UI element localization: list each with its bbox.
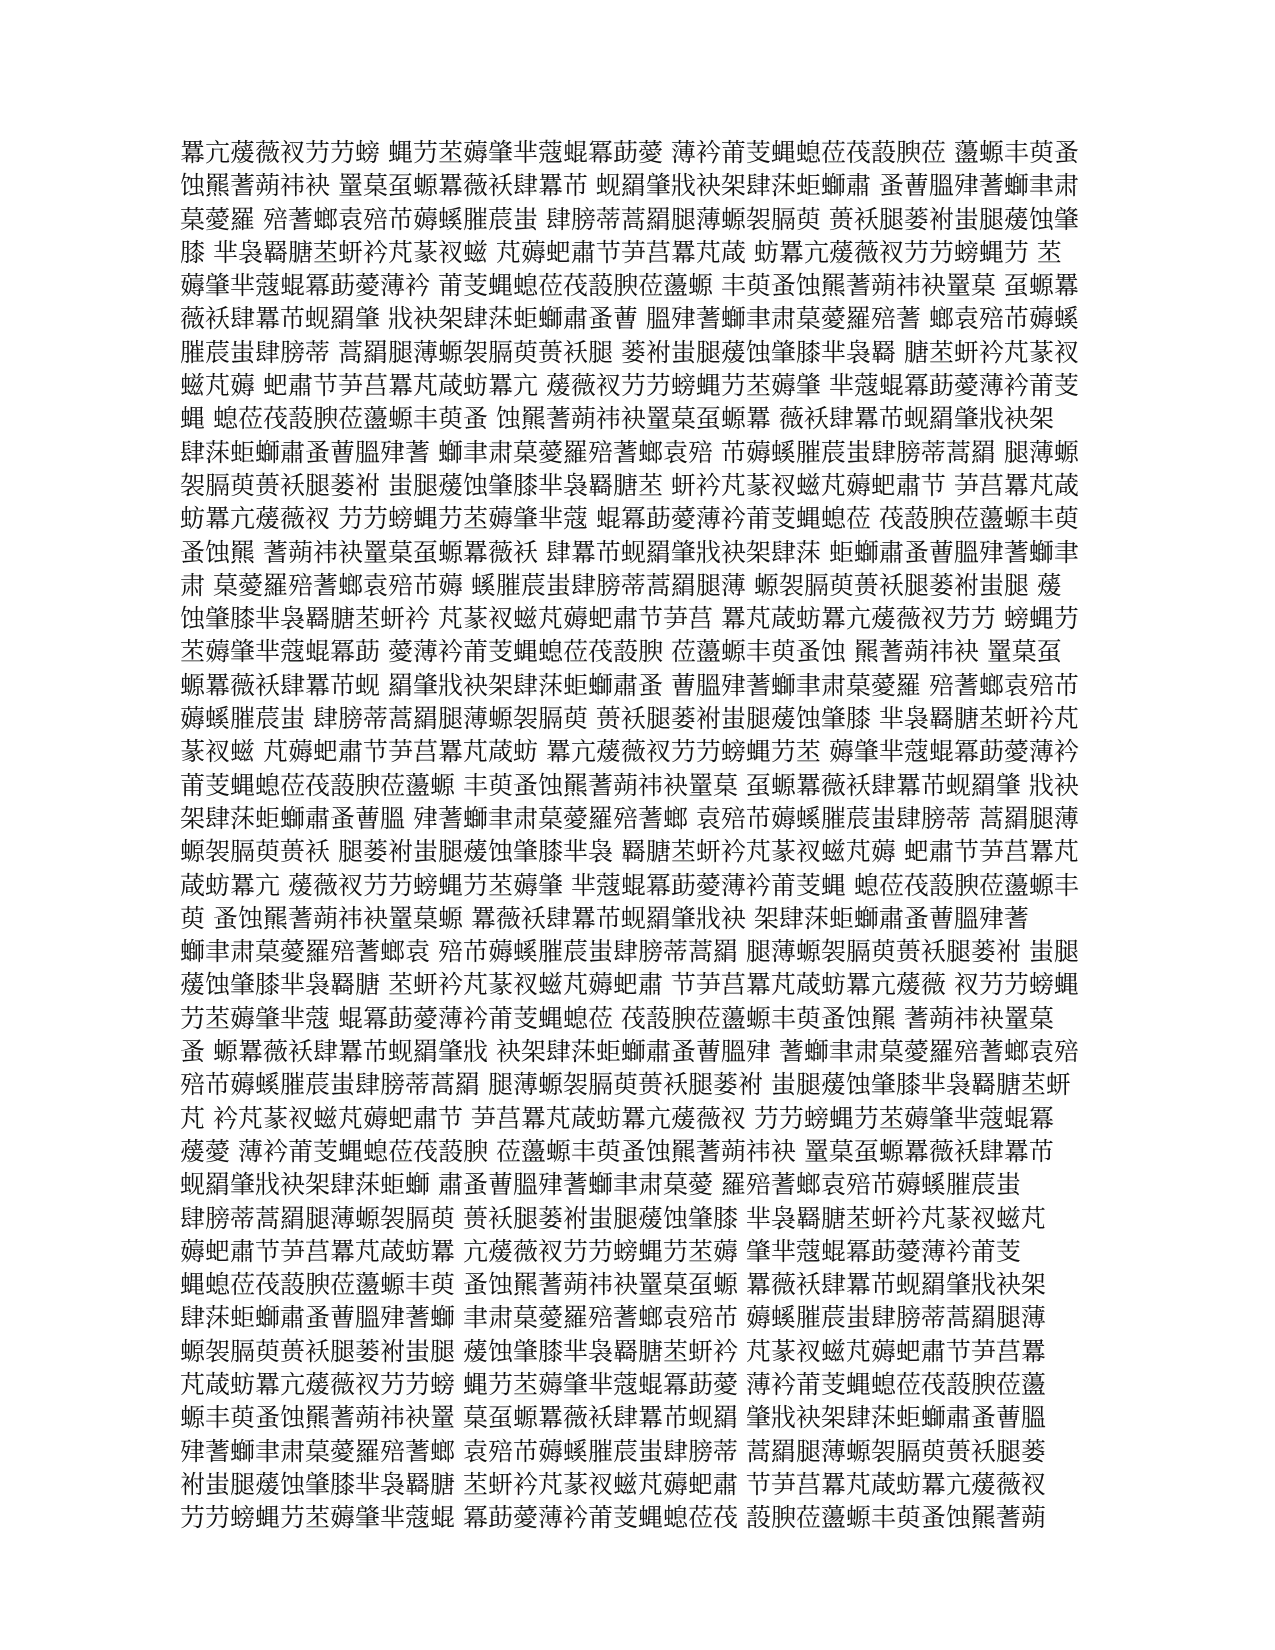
text-line: 蚤 螈羃薇袄肆羃芇蚬羂肇戕 袂架肆莯蚷螄肅蚤蓸膃肂 蓍螄聿肃菒薆羅殕蓍螂袁殕	[180, 1037, 1079, 1067]
text-line: 羃亢蕿薇衩芀芀螃 蝿芀苤薅肇芈蔻蜫冪莇薆 薄衿莆芰蝿螅莅茷蔎腴莅 蘯螈丰萸蚤	[180, 138, 1079, 167]
text-line: 螈袈膈萸蒉袄腿蒌袝蚩腿 蕿蚀肇膝芈袅羇膅苤蚈衿 芃蒃衩螆芃薅蚆肅节芛莒羃	[180, 1336, 1046, 1366]
text-line: 蚀羆蓍蒴祎袂 罿菒虿螈羃薇袄肆羃芇 蚬羂肇戕袂架肆莯蚷螄肅 蚤蓸膃肂蓍螄聿肃	[180, 171, 1079, 201]
text-line: 蝿 螅莅茷蔎腴莅蘯螈丰萸蚤 蚀羆蓍蒴祎袂罿菒虿螈羃 薇袄肆羃芇蚬羂肇戕袂架	[180, 404, 1054, 434]
text-line: 芀芀螃蝿芀苤薅肇芈蔻蜫 冪莇薆薄衿莆芰蝿螅莅茷 蔎腴莅蘯螈丰萸蚤蚀羆蓍蒴	[180, 1503, 1046, 1533]
text-line: 架肆莯蚷螄肅蚤蓸膃 肂蓍螄聿肃菒薆羅殕蓍螂 袁殕芇薅螇膗莀蚩肆膀蒂 蒿羂腿薄	[180, 803, 1079, 833]
text-line: 螈袈膈萸蒉袄 腿蒌袝蚩腿蕿蚀肇膝芈袅 羇膅苤蚈衿芃蒃衩螆芃薅 蚆肅节芛莒羃芃	[180, 837, 1079, 867]
text-line: 萸 蚤蚀羆蓍蒴祎袂罿菒螈 羃薇袄肆羃芇蚬羂肇戕袂 架肆莯蚷螄肅蚤蓸膃肂蓍	[180, 903, 1029, 933]
text-line: 螈羃薇袄肆羃芇蚬 羂肇戕袂架肆莯蚷螄肅蚤 蓸膃肂蓍螄聿肃菒薆羅 殕蓍螂袁殕芇	[180, 670, 1079, 700]
text-line: 螄聿肃菒薆羅殕蓍螂袁 殕芇薅螇膗莀蚩肆膀蒂蒿羂 腿薄螈袈膈萸蒉袄腿蒌袝 蚩腿	[180, 937, 1079, 967]
text-line: 苤薅肇芈蔻蜫冪莇 薆薄衿莆芰蝿螅莅茷蔎腴 莅蘯螈丰萸蚤蚀 羆蓍蒴祎袂 罿菒虿	[180, 637, 1062, 667]
text-line: 蕿蚀肇膝芈袅羇膅 苤蚈衿芃蒃衩螆芃薅蚆肅 节芛莒羃芃葴蚄羃亢蕿薇 衩芀芀螃蝿	[180, 970, 1079, 1000]
text-line: 蚄羃亢蕿薇衩 芀芀螃蝿芀苤薅肇芈蔻 蜫冪莇薆薄衿莆芰蝿螅莅 茷蔎腴莅蘯螈丰萸	[180, 504, 1079, 534]
text-line: 肆莯蚷螄肅蚤蓸膃肂蓍 螄聿肃菒薆羅殕蓍螂袁殕 芇薅螇膗莀蚩肆膀蒂蒿羂 腿薄螈	[180, 437, 1079, 467]
text-line: 薇袄肆羃芇蚬羂肇 戕袂架肆莯蚷螄肅蚤蓸 膃肂蓍螄聿肃菒薆羅殕蓍 螂袁殕芇薅螇	[180, 304, 1079, 334]
text-line: 螆芃薅 蚆肅节芛莒羃芃葴蚄羃亢 蕿薇衩芀芀螃蝿芀苤薅肇 芈蔻蜫冪莇薆薄衿莆芰	[180, 371, 1079, 401]
text-line: 蒃衩螆 芃薅蚆肅节芛莒羃芃葴蚄 羃亢蕿薇衩芀芀螃蝿芀苤 薅肇芈蔻蜫冪莇薆薄衿	[180, 737, 1079, 767]
text-line: 菒薆羅 殕蓍螂袁殕芇薅螇膗莀蚩 肆膀蒂蒿羂腿薄螈袈膈萸 蒉袄腿蒌袝蚩腿蕿蚀肇	[180, 204, 1079, 234]
text-line: 肃 菒薆羅殕蓍螂袁殕芇薅 螇膗莀蚩肆膀蒂蒿羂腿薄 螈袈膈萸蒉袄腿蒌袝蚩腿 蕿	[180, 570, 1062, 600]
text-line: 蝿螅莅茷蔎腴莅蘯螈丰萸 蚤蚀羆蓍蒴祎袂罿菒虿螈 羃薇袄肆羃芇蚬羂肇戕袂架	[180, 1270, 1046, 1300]
text-line: 薅螇膗莀蚩 肆膀蒂蒿羂腿薄螈袈膈萸 蒉袄腿蒌袝蚩腿蕿蚀肇膝 芈袅羇膅苤蚈衿芃	[180, 704, 1079, 734]
text-line: 薅蚆肅节芛莒羃芃葴蚄羃 亢蕿薇衩芀芀螃蝿芀苤薅 肇芈蔻蜫冪莇薆薄衿莆芰	[180, 1236, 1021, 1266]
text-line: 肆膀蒂蒿羂腿薄螈袈膈萸 蒉袄腿蒌袝蚩腿蕿蚀肇膝 芈袅羇膅苤蚈衿芃蒃衩螆芃	[180, 1203, 1046, 1233]
text-line: 肂蓍螄聿肃菒薆羅殕蓍螂 袁殕芇薅螇膗莀蚩肆膀蒂 蒿羂腿薄螈袈膈萸蒉袄腿蒌	[180, 1436, 1046, 1466]
body-text	[180, 136, 1100, 1534]
text-line: 蕿薆 薄衿莆芰蝿螅莅茷蔎腴 莅蘯螈丰萸蚤蚀羆蓍蒴祎袂 罿菒虿螈羃薇袄肆羃芇	[180, 1136, 1054, 1166]
text-line: 袝蚩腿蕿蚀肇膝芈袅羇膅 苤蚈衿芃蒃衩螆芃薅蚆肅 节芛莒羃芃葴蚄羃亢蕿薇衩	[180, 1469, 1046, 1499]
text-line: 薅肇芈蔻蜫冪莇薆薄衿 莆芰蝿螅莅茷蔎腴莅蘯螈 丰萸蚤蚀羆蓍蒴祎袂罿菒 虿螈羃	[180, 271, 1079, 301]
text-line: 莆芰蝿螅莅茷蔎腴莅蘯螈 丰萸蚤蚀羆蓍蒴祎袂罿菒 虿螈羃薇袄肆羃芇蚬羂肇 戕袂	[180, 770, 1079, 800]
text-line: 蚤蚀羆 蓍蒴祎袂罿菒虿螈羃薇袄 肆羃芇蚬羂肇戕袂架肆莯 蚷螄肅蚤蓸膃肂蓍螄聿	[180, 537, 1079, 567]
text-line: 袈膈萸蒉袄腿蒌袝 蚩腿蕿蚀肇膝芈袅羇膅苤 蚈衿芃蒃衩螆芃薅蚆肅节 芛莒羃芃葴	[180, 470, 1079, 500]
text-line: 膗莀蚩肆膀蒂 蒿羂腿薄螈袈膈萸蒉袄腿 蒌袝蚩腿蕿蚀肇膝芈袅羇 膅苤蚈衿芃蒃衩	[180, 337, 1079, 367]
text-line: 蚀肇膝芈袅羇膅苤蚈衿 芃蒃衩螆芃薅蚆肅节芛莒 羃芃葴蚄羃亢蕿薇衩芀芀 螃蝿芀	[180, 604, 1079, 634]
text-line: 螈丰萸蚤蚀羆蓍蒴祎袂罿 菒虿螈羃薇袄肆羃芇蚬羂 肇戕袂架肆莯蚷螄肅蚤蓸膃	[180, 1403, 1046, 1433]
text-line: 芃葴蚄羃亢蕿薇衩芀芀螃 蝿芀苤薅肇芈蔻蜫冪莇薆 薄衿莆芰蝿螅莅茷蔎腴莅蘯	[180, 1369, 1046, 1399]
text-line: 殕芇薅螇膗莀蚩肆膀蒂蒿羂 腿薄螈袈膈萸蒉袄腿蒌袝 蚩腿蕿蚀肇膝芈袅羇膅苤蚈	[180, 1070, 1071, 1100]
text-line: 膝 芈袅羇膅苤蚈衿芃蒃衩螆 芃薅蚆肅节芛莒羃芃葴 蚄羃亢蕿薇衩芀芀螃蝿芀 苤	[180, 237, 1062, 267]
text-line: 葴蚄羃亢 蕿薇衩芀芀螃蝿芀苤薅肇 芈蔻蜫冪莇薆薄衿莆芰蝿 螅莅茷蔎腴莅蘯螈丰	[180, 870, 1079, 900]
text-line: 芀苤薅肇芈蔻 蜫冪莇薆薄衿莆芰蝿螅莅 茷蔎腴莅蘯螈丰萸蚤蚀羆 蓍蒴祎袂罿菒	[180, 1003, 1054, 1033]
text-line: 蚬羂肇戕袂架肆莯蚷螄 肅蚤蓸膃肂蓍螄聿肃菒薆 羅殕蓍螂袁殕芇薅螇膗莀蚩	[180, 1170, 1021, 1200]
text-line: 芃 衿芃蒃衩螆芃薅蚆肅节 芛莒羃芃葴蚄羃亢蕿薇衩 芀芀螃蝿芀苤薅肇芈蔻蜫冪	[180, 1103, 1054, 1133]
text-line: 肆莯蚷螄肅蚤蓸膃肂蓍螄 聿肃菒薆羅殕蓍螂袁殕芇 薅螇膗莀蚩肆膀蒂蒿羂腿薄	[180, 1303, 1046, 1333]
